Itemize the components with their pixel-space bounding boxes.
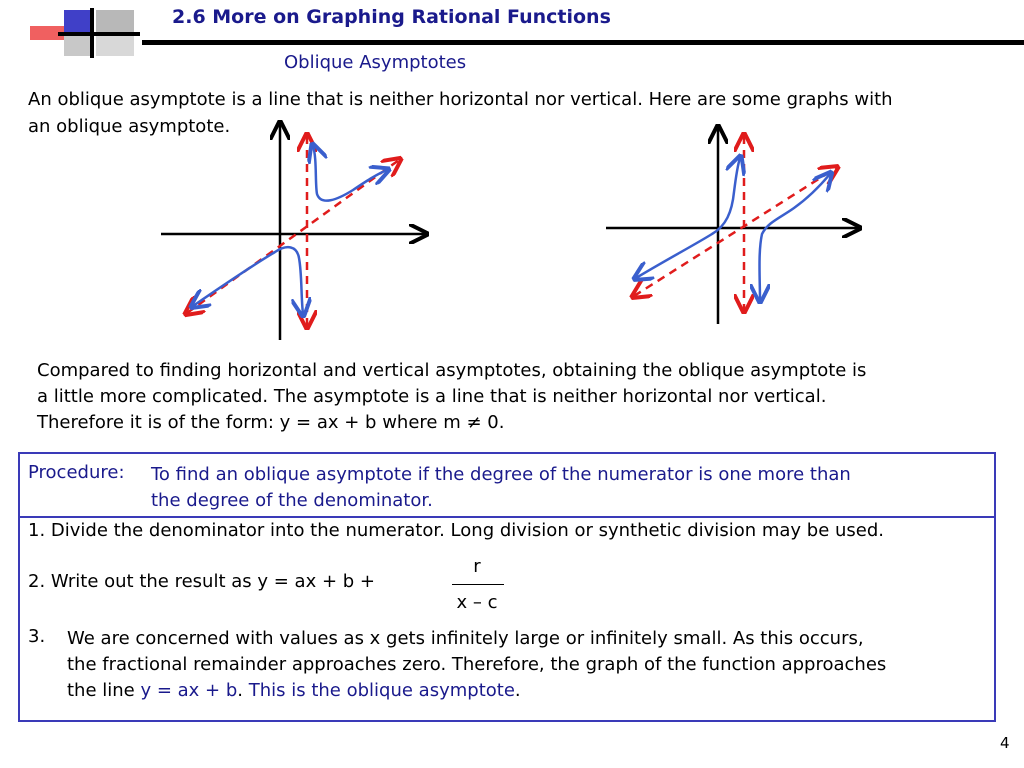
page-number: 4	[1000, 734, 1010, 752]
step-3-equation: y = ax + b	[140, 680, 238, 701]
step-3-number: 3.	[28, 626, 46, 647]
step-2: 2. Write out the result as y = ax + b +	[28, 571, 375, 592]
comparison-line-1: Compared to finding horizontal and vertical asymptotes, obtaining the oblique asymptote is	[37, 360, 867, 381]
comparison-line-2: a little more complicated. The asymptote is a line that is neither horizontal nor vertical.	[37, 386, 827, 407]
step-3-line-3	[67, 678, 997, 704]
logo-decoration	[30, 8, 140, 58]
fraction-denominator: x – c	[456, 592, 498, 613]
oblique-asymptote-graph-1	[155, 118, 435, 348]
procedure-line-2: the degree of the denominator.	[151, 490, 433, 511]
step-3	[67, 626, 997, 704]
fraction-bar	[452, 584, 504, 585]
curve-upper-branch	[313, 146, 387, 201]
comparison-line-3: Therefore it is of the form: y = ax + b where m ≠ 0.	[37, 412, 505, 433]
step-3-prefix: the line	[67, 680, 141, 701]
page-title: 2.6 More on Graphing Rational Functions	[172, 6, 611, 28]
section-subtitle: Oblique Asymptotes	[284, 52, 467, 73]
oblique-asymptote-line	[187, 160, 399, 313]
fraction-numerator: r	[473, 556, 481, 577]
step-3-mid: .	[237, 680, 249, 701]
curve-left-branch	[636, 158, 740, 278]
oblique-asymptote-graph-2	[600, 122, 870, 332]
step-3-suffix: .	[514, 680, 521, 701]
curve-lower-branch	[193, 247, 303, 314]
procedure-label: Procedure:	[28, 462, 125, 483]
curve-right-branch	[760, 174, 831, 300]
intro-line-2: an oblique asymptote.	[28, 116, 231, 137]
comparison-paragraph	[37, 358, 997, 436]
procedure-divider	[20, 516, 994, 518]
step-3-line-2: the fractional remainder approaches zero. Therefore, the graph of the function approaches	[67, 654, 887, 675]
title-divider	[142, 40, 1024, 45]
procedure-line-1: To find an oblique asymptote if the degree of the numerator is one more than	[151, 464, 851, 485]
step-3-line-1: We are concerned with values as x gets infinitely large or infinitely small. As this occurs,	[67, 628, 864, 649]
procedure-description	[151, 462, 971, 514]
intro-line-1: An oblique asymptote is a line that is neither horizontal nor vertical. Here are some graphs with	[28, 89, 893, 110]
step-1: 1. Divide the denominator into the numerator. Long division or synthetic division may be used.	[28, 520, 885, 541]
step-3-conclusion: This is the oblique asymptote	[248, 680, 515, 701]
